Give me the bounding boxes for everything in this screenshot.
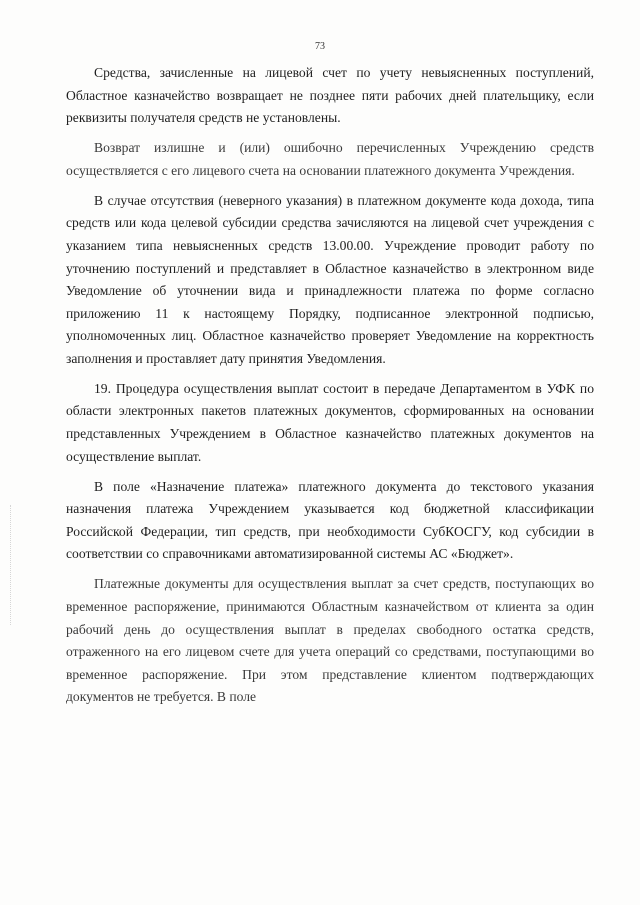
paragraph-section-19-payment-procedure: 19. Процедура осуществления выплат состоит в передаче Департаментом в УФК по области электронных пакетов платежных документов, сформированных на основании представленных Учреждением в Областное казначейство платежных документов на осуществление выплат.: [66, 380, 594, 464]
paragraph-unidentified-receipts-return: Средства, зачисленные на лицевой счет по учету невыясненных поступлений, Областное казначейство возвращает не позднее пяти рабочих дней плательщику, если реквизиты получателя средств не установлены.: [66, 65, 594, 126]
document-body: [66, 62, 594, 709]
paragraph-temporary-disposal-payments: Платежные документы для осуществления выплат за счет средств, поступающих во временное распоряжение, принимаются Областным казначейством от клиента за один рабочий день до осуществления выплат в пределах свободного остатка средств, отраженного на его лицевом счете для учета операций со средствами, поступающими во временное распоряжение. При этом представление клиентом подтверждающих документов не требуется. В поле: [66, 576, 594, 705]
scan-margin-artifact: [10, 505, 14, 625]
paragraph-payment-purpose-field: В поле «Назначение платежа» платежного документа до текстового указания назначения платежа Учреждением указывается код бюджетной классификации Российской Федерации, тип средств, при необходимости СубКОСГУ, код субсидии в соответствии со справочниками автоматизированной системы АС «Бюджет».: [66, 478, 594, 562]
paragraph-overpayment-return: Возврат излишне и (или) ошибочно перечисленных Учреждению средств осуществляется с его лицевого счета на основании платежного документа Учреждения.: [66, 140, 594, 178]
page-number: 73: [315, 41, 325, 52]
paragraph-missing-income-code: В случае отсутствия (неверного указания) в платежном документе кода дохода, типа средств или кода целевой субсидии средства зачисляются на лицевой счет учреждения с указанием типа невыясненных средств 13.00.00. Учреждение проводит работу по уточнению поступлений и представляет в Областное казначейство в электронном виде Уведомление об уточнении вида и принадлежности платежа по форме согласно приложению 11 к настоящему Порядку, подписанное электронной подписью, уполномоченных лиц. Областное казначейство проверяет Уведомление на корректность заполнения и проставляет дату принятия Уведомления.: [66, 192, 594, 366]
